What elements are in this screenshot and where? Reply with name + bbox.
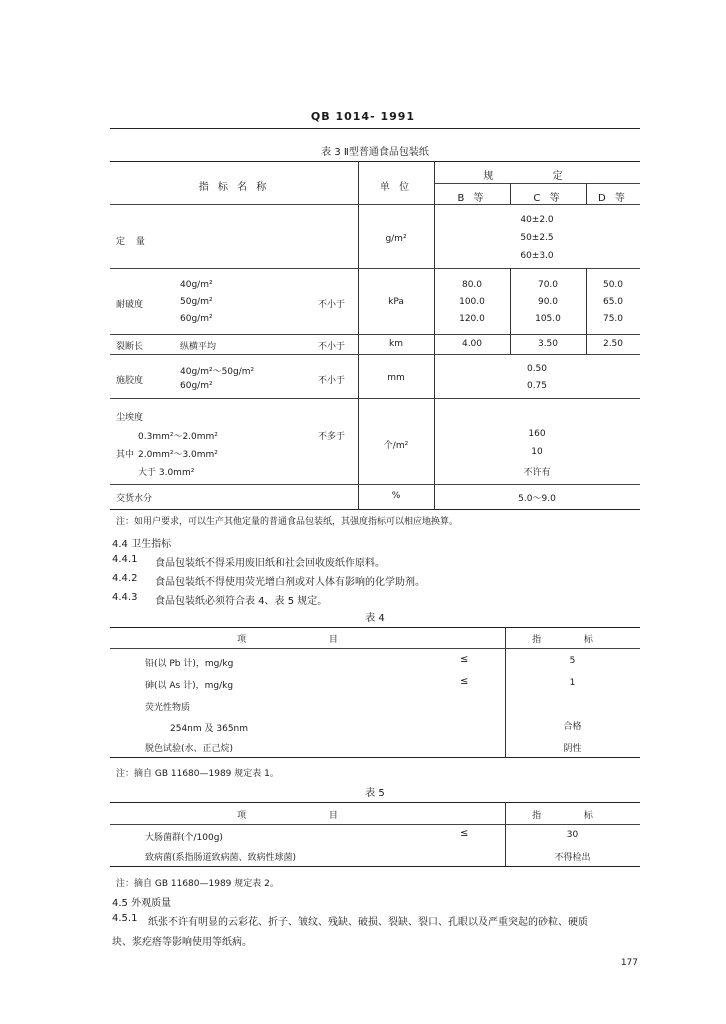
row-absorbency-label: 施胶度 — [116, 376, 144, 386]
table3-head-rule — [110, 204, 640, 205]
table4-note: 注：摘自 GB 11680—1989 规定表 1。 — [116, 769, 279, 779]
table3-note: 注：如用户要求，可以生产其他定量的普通食品包装纸，其强度指标可以相应地换算。 — [116, 517, 459, 527]
row-burst-label: 耐破度 — [116, 300, 144, 310]
section-45-item-num: 4.5.1 — [112, 913, 138, 924]
row-absorbency-value: 0.50 — [526, 364, 548, 374]
table5-row-op: ≤ — [460, 828, 469, 839]
row-basis-weight-value: 60±3.0 — [520, 251, 554, 261]
table3-spec-rule — [434, 183, 640, 184]
table5-head-index: 指 标 — [532, 811, 613, 821]
row-breaking-length-c: 3.50 — [537, 339, 559, 349]
table3-head-grade-c: C 等 — [533, 193, 563, 204]
table4-row-name: 脱色试验(水、正己烷) — [145, 744, 234, 754]
table3-row-rule — [110, 398, 640, 399]
table5-row-value: 30 — [566, 830, 579, 840]
row-absorbency-value: 0.75 — [526, 381, 548, 391]
table4-top-rule — [110, 627, 640, 628]
row-dirt-prefix: 其中 — [116, 450, 135, 460]
table4-row-op: ≤ — [460, 654, 469, 665]
row-basis-weight-value: 40±2.0 — [520, 215, 554, 225]
table4-col-index — [505, 627, 506, 757]
section-44-item-num: 4.4.3 — [112, 592, 138, 603]
table3-top-rule — [110, 161, 640, 162]
row-breaking-length-d: 2.50 — [602, 339, 624, 349]
page-number: 177 — [620, 958, 638, 968]
table3-row-rule — [110, 354, 640, 355]
row-burst-d: 75.0 — [602, 314, 624, 324]
table4-row-op: ≤ — [460, 676, 469, 687]
row-burst-b: 120.0 — [459, 314, 485, 324]
table5-top-rule — [110, 802, 640, 803]
row-absorbency-unit: mm — [387, 373, 405, 383]
table4-row-name: 铅(以 Pb 计)，mg/kg — [145, 659, 234, 669]
table3-bottom-rule — [110, 509, 640, 510]
row-breaking-length-label: 裂断长 — [116, 342, 144, 352]
table4-bottom-rule — [110, 757, 640, 758]
row-burst-c: 70.0 — [537, 280, 559, 290]
table5-row-name: 大肠菌群(个/100g) — [145, 833, 223, 843]
table5-row-name: 致病菌(系指肠道致病菌、致病性球菌) — [145, 853, 297, 863]
table4-row-name: 砷(以 As 计)，mg/kg — [145, 681, 234, 691]
header-rule — [110, 128, 640, 129]
section-44-item-text: 食品包装纸必须符合表 4、表 5 规定。 — [155, 596, 328, 607]
section-45-item-text: 纸张不许有明显的云彩花、折子、皱纹、残缺、破损、裂缺、裂口、孔眼以及严重突起的砂粒、硬质 — [148, 917, 588, 928]
table3-head-spec: 规 定 — [483, 171, 591, 182]
table4-title: 表 4 — [365, 613, 385, 624]
row-breaking-length-limit: 不小于 — [318, 342, 346, 352]
row-burst-b: 80.0 — [461, 280, 483, 290]
table5-head-rule — [110, 824, 640, 825]
standard-code: QB 1014- 1991 — [310, 110, 416, 123]
row-dirt-sub: 2.0mm²～3.0mm² — [138, 450, 218, 460]
row-breaking-length-sub: 纵横平均 — [180, 342, 217, 352]
row-dirt-value: 160 — [528, 429, 546, 439]
section-44-item-num: 4.4.1 — [112, 554, 138, 565]
row-absorbency-sub: 40g/m²～50g/m² — [180, 367, 255, 377]
table3-row-rule — [110, 268, 640, 269]
row-burst-limit: 不小于 — [318, 300, 346, 310]
table3-head-grade-b: B 等 — [457, 193, 487, 204]
table5-bottom-rule — [110, 866, 640, 867]
row-burst-d: 65.0 — [602, 297, 624, 307]
row-dirt-sub: 0.3mm²～2.0mm² — [138, 432, 218, 442]
section-45-heading: 4.5 外观质量 — [112, 898, 172, 909]
table3-head-name: 指 标 名 称 — [198, 182, 270, 193]
row-moisture-label: 交货水分 — [116, 494, 153, 504]
row-basis-weight-value: 50±2.5 — [520, 233, 554, 243]
row-breaking-length-b: 4.00 — [461, 339, 483, 349]
row-dirt-label: 尘埃度 — [116, 413, 144, 423]
row-burst-sub: 40g/m² — [180, 280, 213, 290]
table4-row-value: 1 — [569, 678, 576, 688]
row-burst-c: 105.0 — [535, 314, 561, 324]
row-burst-unit: kPa — [388, 297, 404, 307]
section-44-item-num: 4.4.2 — [112, 573, 138, 584]
row-basis-weight-label: 定 量 — [116, 237, 149, 247]
table5-title: 表 5 — [365, 788, 385, 799]
table4-head-rule — [110, 648, 640, 649]
section-44-item-text: 食品包装纸不得采用废旧纸和社会回收废纸作原料。 — [155, 558, 385, 569]
row-absorbency-limit: 不小于 — [318, 376, 346, 386]
row-breaking-length-unit: km — [389, 339, 403, 349]
table3-title: 表 3 Ⅱ型普通食品包装纸 — [321, 147, 429, 158]
table3-head-grade-d: D 等 — [598, 193, 628, 204]
table5-note: 注：摘自 GB 11680—1989 规定表 2。 — [116, 879, 279, 889]
table5-row-value: 不得检出 — [554, 853, 591, 863]
table3-head-unit: 单 位 — [379, 182, 413, 193]
table4-row-value: 合格 — [563, 722, 582, 732]
row-burst-b: 100.0 — [459, 297, 485, 307]
row-dirt-sub: 大于 3.0mm² — [138, 468, 195, 478]
table4-row-name: 254nm 及 365nm — [170, 724, 249, 734]
row-burst-sub: 50g/m² — [180, 297, 213, 307]
row-dirt-limit: 不多于 — [318, 432, 346, 442]
row-dirt-value: 不许有 — [523, 468, 551, 478]
row-absorbency-sub: 60g/m² — [180, 381, 213, 391]
row-moisture-value: 5.0～9.0 — [518, 494, 556, 504]
table3-row-rule — [110, 484, 640, 485]
section-44-item-text: 食品包装纸不得使用荧光增白剂或对人体有影响的化学助剂。 — [155, 577, 425, 588]
row-basis-weight-unit: g/m² — [385, 234, 407, 244]
row-moisture-unit: % — [391, 491, 401, 501]
row-burst-c: 90.0 — [537, 297, 559, 307]
table3-col-unit — [358, 161, 359, 509]
table4-row-value: 5 — [569, 656, 576, 666]
table4-head-item: 项 目 — [237, 635, 378, 645]
table4-head-index: 指 标 — [532, 635, 613, 645]
row-dirt-value: 10 — [531, 447, 543, 457]
row-dirt-unit: 个/m² — [383, 441, 409, 451]
table4-row-name: 荧光性物质 — [145, 703, 191, 713]
table5-head-item: 项 目 — [237, 811, 378, 821]
section-44-heading: 4.4 卫生指标 — [112, 539, 172, 550]
table3-row-rule — [110, 334, 640, 335]
section-45-item-text-cont: 块、浆疙瘩等影响使用等纸病。 — [112, 937, 252, 948]
row-burst-sub: 60g/m² — [180, 314, 213, 324]
table4-row-value: 阴性 — [563, 744, 582, 754]
row-burst-d: 50.0 — [602, 280, 624, 290]
